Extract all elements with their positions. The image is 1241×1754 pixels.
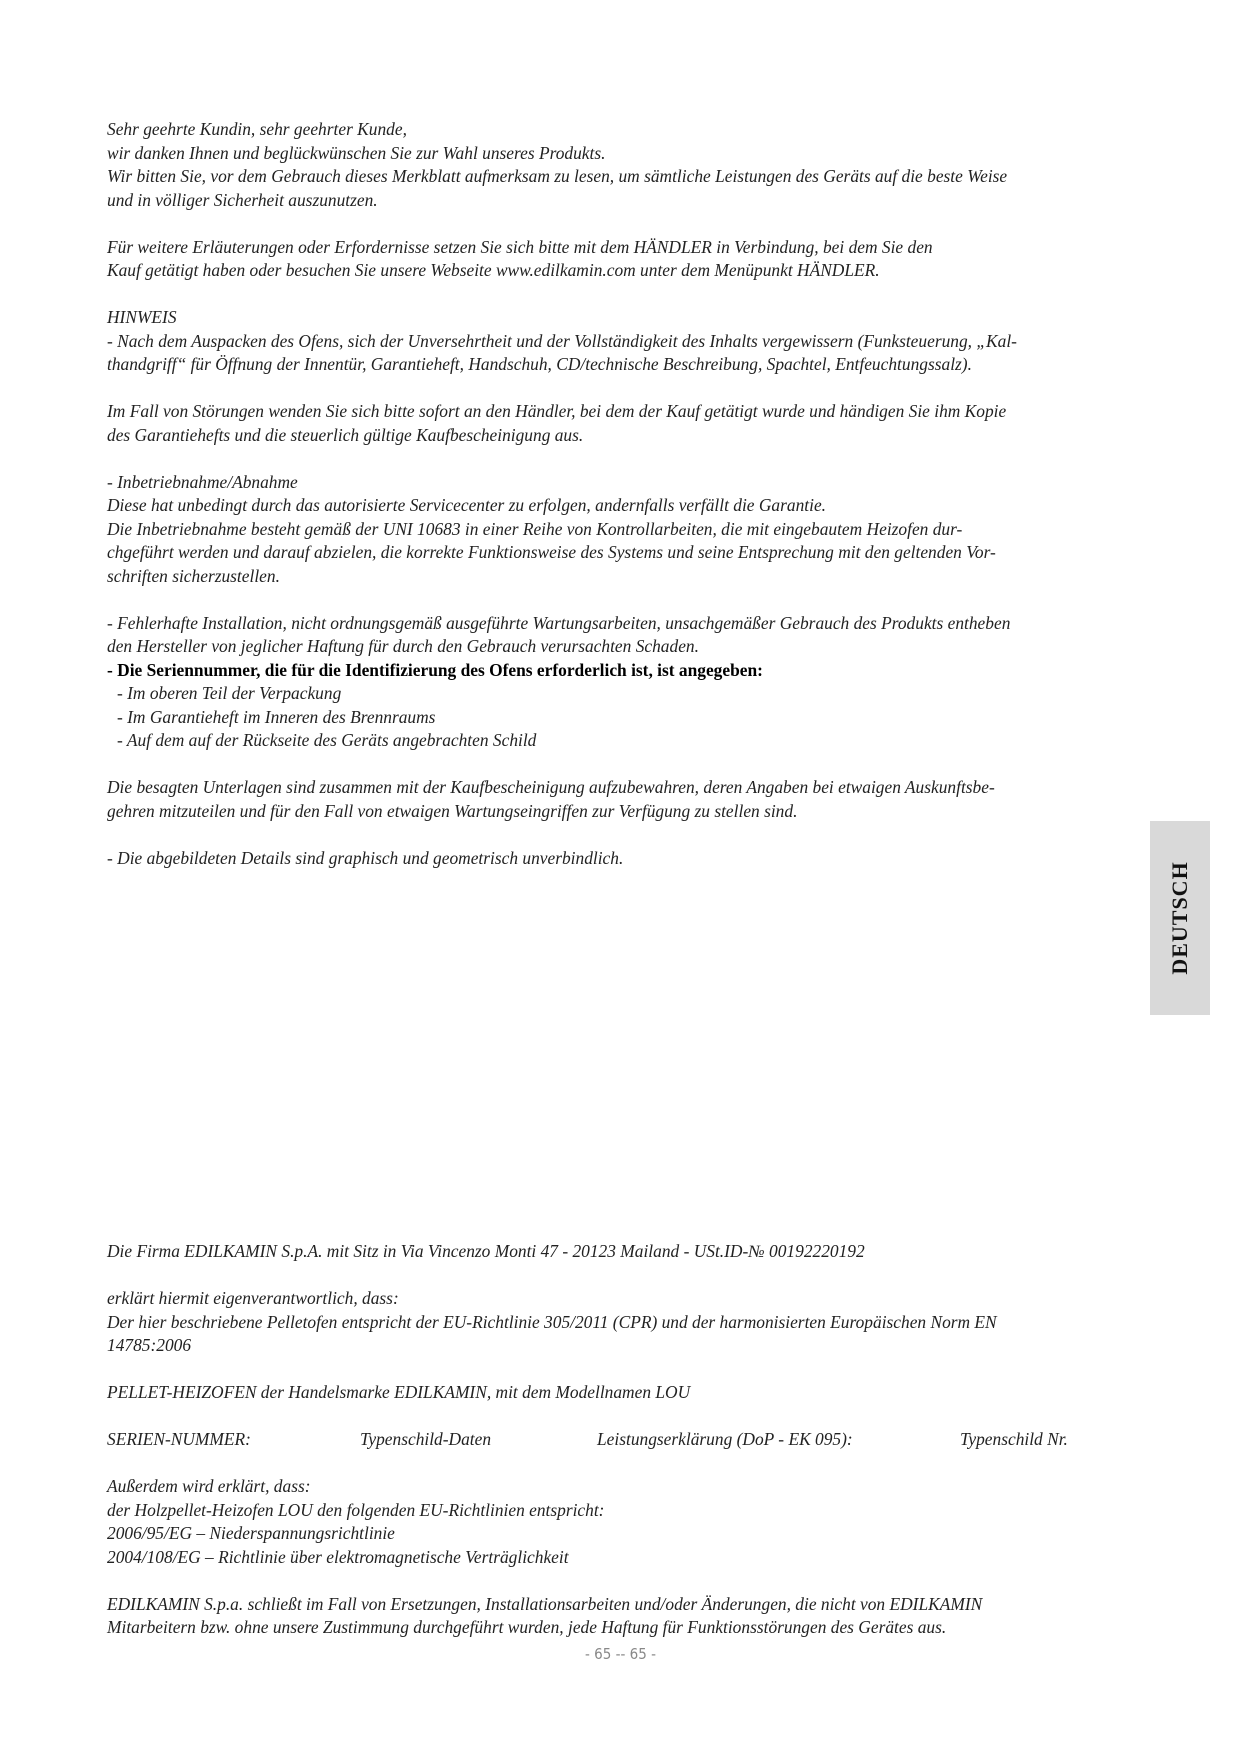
upper-text [107, 118, 1137, 870]
unterlagen-line: gehren mitzuteilen und für den Fall von etwaigen Wartungseingriffen zur Verfügung zu stellen sind. [107, 800, 798, 821]
serien-label: SERIEN-NUMMER: [107, 1429, 251, 1449]
ausserdem-line: Außerdem wird erklärt, dass: [107, 1476, 311, 1496]
typenschild-daten: Typenschild-Daten [360, 1429, 492, 1449]
hinweis-heading: HINWEIS [107, 307, 177, 327]
details-line: - Die abgebildeten Details sind graphisch und geometrisch unverbindlich. [107, 847, 624, 868]
inbetrieb-line: - Inbetriebnahme/Abnahme [107, 471, 298, 492]
serial-item: - Auf dem auf der Rückseite des Geräts angebrachten Schild [117, 730, 537, 750]
details-paragraph [107, 847, 1137, 871]
modell-line: PELLET-HEIZOFEN der Handelsmarke EDILKAMIN, mit dem Modellnamen LOU [107, 1382, 691, 1402]
unterlagen-paragraph [107, 776, 1137, 823]
unterlagen-line: Die besagten Unterlagen sind zusammen mit der Kaufbescheinigung aufzubewahren, deren Angaben bei etwaigen Auskunftsbe- [107, 777, 995, 797]
language-tab [1150, 821, 1210, 1015]
haftung-paragraph [107, 612, 1137, 753]
page-number: - 65 -- 65 - [585, 1645, 656, 1663]
haftung-line: den Hersteller von jeglicher Haftung für durch den Gebrauch verursachten Schaden. [107, 636, 699, 656]
modell-paragraph [107, 1381, 1137, 1405]
intro-paragraph [107, 118, 1137, 212]
ausserdem-line: 2006/95/EG – Niederspannungsrichtlinie [107, 1523, 395, 1543]
intro-line: Wir bitten Sie, vor dem Gebrauch dieses Merkblatt aufmerksam zu lesen, um sämtliche Leistungen des Geräts auf die beste Weise [107, 166, 1008, 186]
firma-line: Die Firma EDILKAMIN S.p.A. mit Sitz in Via Vincenzo Monti 47 - 20123 Mailand - USt.ID-№ 00192220192 [107, 1241, 865, 1261]
ausserdem-paragraph [107, 1475, 1137, 1569]
stoerungen-line: Im Fall von Störungen wenden Sie sich bitte sofort an den Händler, bei dem der Kauf getätigt wurde und händigen Sie ihm Kopie [107, 401, 1007, 421]
intro-line: Sehr geehrte Kundin, sehr geehrter Kunde, [107, 119, 407, 139]
dealer-line: Kauf getätigt haben oder besuchen Sie unsere Webseite www.edilkamin.com unter dem Menüpunkt HÄNDLER. [107, 260, 880, 280]
intro-line: und in völliger Sicherheit auszunutzen. [107, 189, 378, 210]
serial-heading: - Die Seriennummer, die für die Identifizierung des Ofens erforderlich ist, ist angegeben: [107, 659, 763, 680]
serial-item: - Im oberen Teil der Verpackung [117, 683, 342, 703]
serien-row [107, 1428, 1137, 1452]
inbetrieb-line: chgeführt werden und darauf abzielen, die korrekte Funktionsweise des Systems und seine Entsprechung mit den geltenden Vor- [107, 542, 996, 562]
serial-item: - Im Garantieheft im Inneren des Brennraums [117, 706, 436, 727]
declaration-section [107, 1240, 1137, 1640]
erklaert-line: Der hier beschriebene Pelletofen entspricht der EU-Richtlinie 305/2011 (CPR) und der harmonisierten Europäischen Norm EN [107, 1311, 997, 1332]
hinweis-line: thandgriff“ für Öffnung der Innentür, Garantieheft, Handschuh, CD/technische Beschreibung, Spachtel, Entfeuchtungssalz). [107, 354, 972, 374]
erklaert-paragraph [107, 1287, 1137, 1358]
intro-line: wir danken Ihnen und beglückwünschen Sie zur Wahl unseres Produkts. [107, 142, 606, 163]
ausschluss-paragraph [107, 1593, 1137, 1640]
typenschild-nr: Typenschild Nr. [960, 1429, 1068, 1449]
inbetrieb-paragraph [107, 471, 1137, 589]
haftung-line: - Fehlerhafte Installation, nicht ordnungsgemäß ausgeführte Wartungsarbeiten, unsachgemäßer Gebrauch des Produkts entheben [107, 612, 1011, 633]
ausserdem-line: 2004/108/EG – Richtlinie über elektromagnetische Verträglichkeit [107, 1546, 569, 1567]
ausserdem-line: der Holzpellet-Heizofen LOU den folgenden EU-Richtlinien entspricht: [107, 1499, 605, 1520]
firma-paragraph [107, 1240, 1137, 1264]
inbetrieb-line: Diese hat unbedingt durch das autorisierte Servicecenter zu erfolgen, andernfalls verfällt die Garantie. [107, 495, 827, 515]
dealer-paragraph [107, 236, 1137, 283]
stoerungen-line: des Garantiehefts und die steuerlich gültige Kaufbescheinigung aus. [107, 424, 584, 445]
language-tab-label: DEUTSCH [1167, 861, 1192, 975]
ausschluss-line: EDILKAMIN S.p.a. schließt im Fall von Ersetzungen, Installationsarbeiten und/oder Änderungen, die nicht von EDILKAMIN [107, 1593, 983, 1614]
inbetrieb-line: schriften sicherzustellen. [107, 565, 280, 586]
leistungserklaerung: Leistungserklärung (DoP - EK 095): [597, 1429, 853, 1449]
erklaert-line: 14785:2006 [107, 1335, 192, 1355]
hinweis-paragraph [107, 306, 1137, 377]
hinweis-line: - Nach dem Auspacken des Ofens, sich der Unversehrtheit und der Vollständigkeit des Inhalts vergewissern (Funksteuerung, „Kal- [107, 330, 1017, 351]
ausschluss-line: Mitarbeitern bzw. ohne unsere Zustimmung durchgeführt wurden, jede Haftung für Funktionsstörungen des Gerätes aus. [107, 1617, 947, 1637]
inbetrieb-line: Die Inbetriebnahme besteht gemäß der UNI 10683 in einer Reihe von Kontrollarbeiten, die mit eingebautem Heizofen dur- [107, 518, 963, 539]
stoerungen-paragraph [107, 400, 1137, 447]
dealer-line: Für weitere Erläuterungen oder Erfordernisse setzen Sie sich bitte mit dem HÄNDLER in Verbindung, bei dem Sie den [107, 236, 933, 257]
erklaert-line: erklärt hiermit eigenverantwortlich, dass: [107, 1288, 399, 1308]
